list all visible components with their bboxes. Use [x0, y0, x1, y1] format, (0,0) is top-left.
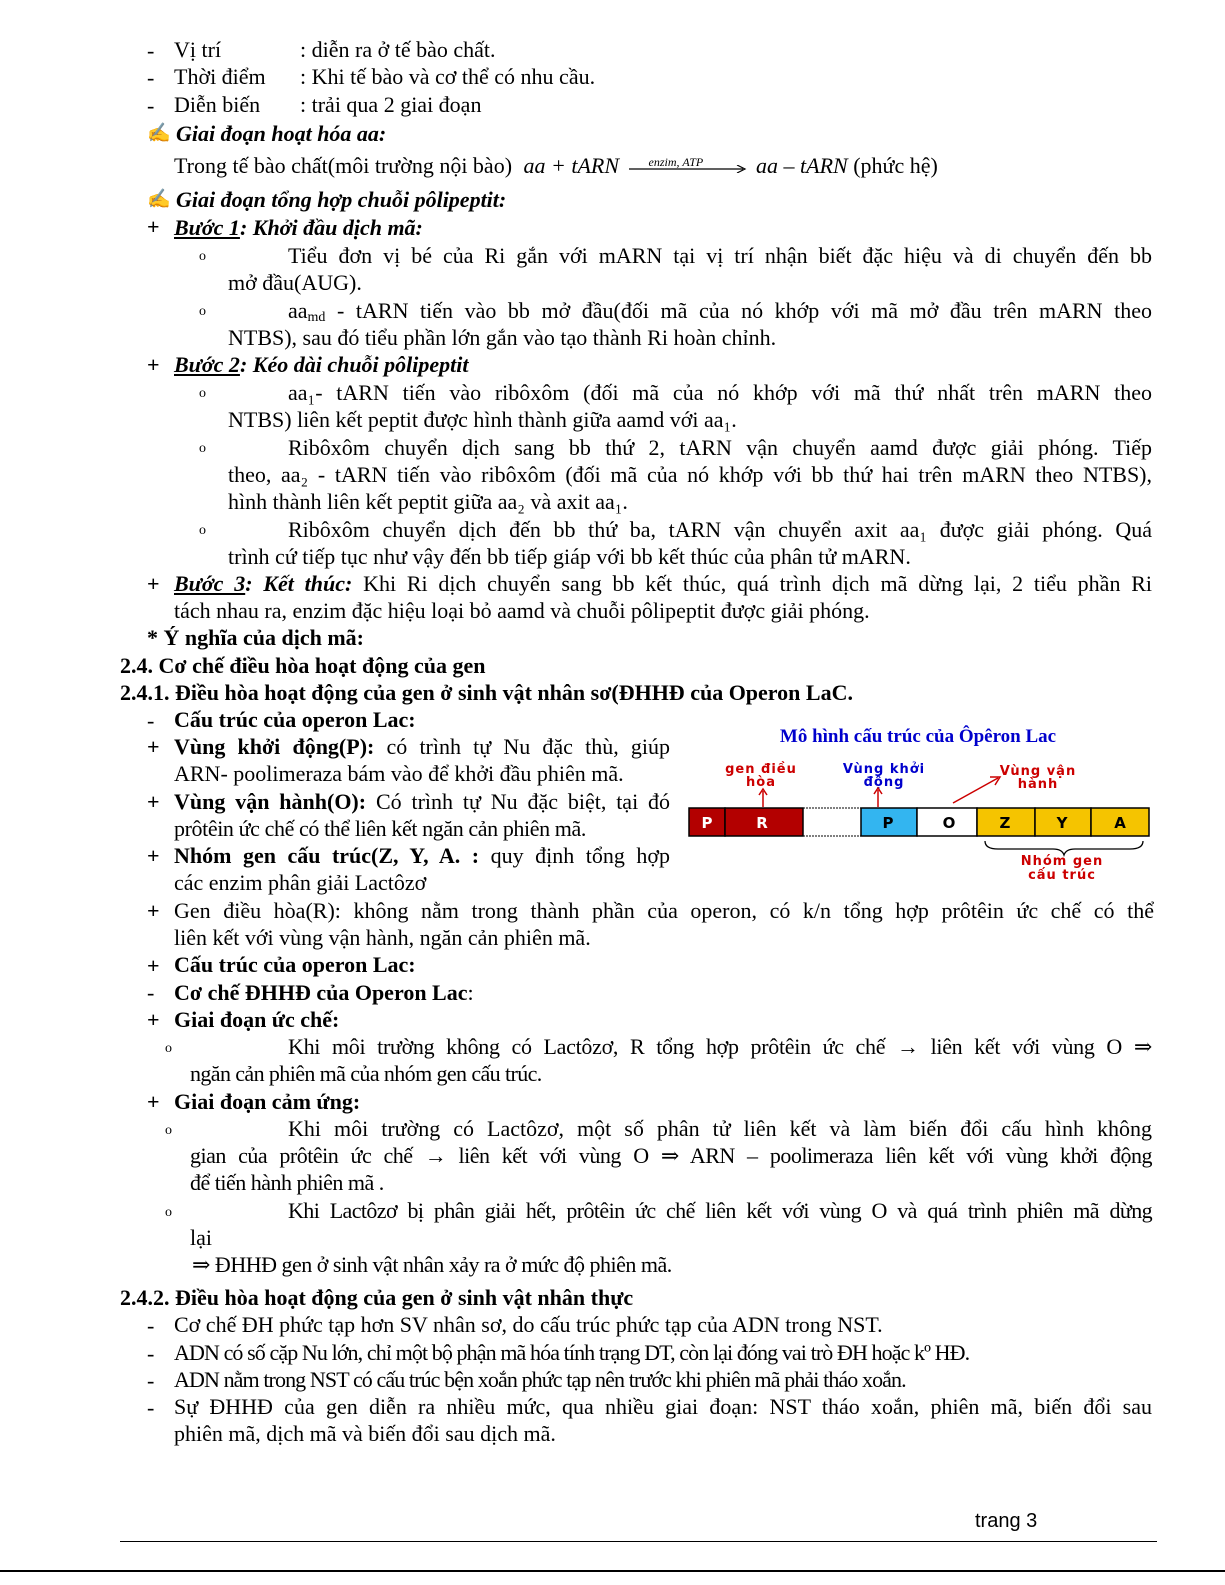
step1-o2-b: NTBS), sau đó tiểu phần lớn gắn vào tạo thành Ri hoàn chỉnh.: [228, 325, 777, 350]
inhibition-line-b: ngăn cản phiên mã của nhóm gen cấu trúc.: [190, 1061, 542, 1086]
stage1-title: Giai đoạn hoạt hóa aa:: [176, 121, 387, 146]
step3-line-b: tách nhau ra, enzim đặc hiệu loại bỏ aamd và chuỗi pôlipeptit được giải phóng.: [174, 598, 870, 623]
plus-bullet: +: [147, 898, 160, 923]
box-label-p2: P: [882, 814, 894, 832]
operon-diagram-svg: [688, 720, 1158, 890]
inhibition-title: Giai đoạn ức chế:: [174, 1007, 340, 1032]
circle-bullet: o: [165, 1205, 172, 1220]
step1-o1-a: Tiểu đơn vị bé của Ri gắn với mARN tại vị trí nhận biết đặc hiệu và di chuyển đến bb: [288, 243, 1152, 268]
genes-line-a: Nhóm gen cấu trúc(Z, Y, A. : quy định tổng hợp: [174, 843, 671, 868]
step2-o1-b: NTBS) liên kết peptit được hình thành giữa aamd với aa₁.: [228, 407, 737, 432]
box-label-r: R: [756, 814, 768, 832]
promoter-line-a: Vùng khởi động(P): có trình tự Nu đặc thù, giúp: [174, 734, 670, 759]
dash-bullet: -: [147, 65, 155, 90]
promoter-line-b: ARN- poolimeraza bám vào để khởi đầu phiên mã.: [174, 761, 624, 786]
dash-bullet: -: [147, 38, 155, 63]
step1-o1-b: mở đầu(AUG).: [228, 270, 362, 295]
conclusion-line: ⇒ ĐHHĐ gen ở sinh vật nhân xảy ra ở mức độ phiên mã.: [192, 1252, 672, 1277]
box-label-z: Z: [999, 814, 1011, 832]
promoter-label-2: động: [863, 775, 905, 790]
induction-line-a: Khi môi trường có Lactôzơ, một số phân tử liên kết và làm biến đổi cấu hình không: [288, 1116, 1152, 1141]
operator-line-a: Vùng vận hành(O): Có trình tự Nu đặc biệt, tại đó: [174, 789, 671, 814]
stage1-equation: Trong tế bào chất(môi trường nội bào) aa + tARN enzim, ATP aa – tARN (phức hệ): [174, 153, 938, 178]
section-2-4-1-heading: 2.4.1. Điều hòa hoạt động của gen ở sinh vật nhân sơ(ĐHHĐ của Operon LaC.: [120, 680, 853, 705]
circle-bullet: o: [199, 249, 206, 264]
pointing-hand-icon: ✍: [147, 123, 171, 144]
end-line-a: Khi Lactôzơ bị phân giải hết, prôtêin ức chế liên kết với vùng O và quá trình phiên mã dừng: [288, 1198, 1152, 1223]
euk-line-4a: Sự ĐHHĐ của gen diễn ra nhiều mức, qua nhiều giai đoạn: NST tháo xoắn, phiên mã, biến đổi sau: [174, 1394, 1152, 1419]
step2-o1-a: aa₁- tARN tiến vào ribôxôm (đối mã của nó khớp với mã thứ nhất trên mARN theo: [288, 380, 1152, 405]
process-text: : trải qua 2 giai đoạn: [300, 92, 482, 117]
circle-bullet: o: [199, 386, 206, 401]
dash-bullet: -: [147, 1395, 155, 1420]
plus-bullet: +: [147, 843, 160, 868]
plus-bullet: +: [147, 789, 160, 814]
euk-line-2: ADN có số cặp Nu lớn, chỉ một bộ phận mã hóa tính trạng DT, còn lại đóng vai trò ĐH hoặc kº HĐ.: [174, 1340, 970, 1365]
brace-icon: [985, 841, 1143, 855]
section-2-4-2-heading: 2.4.2. Điều hòa hoạt động của gen ở sinh vật nhân thực: [120, 1285, 634, 1310]
location-label: Vị trí: [174, 37, 222, 62]
circle-bullet: o: [199, 441, 206, 456]
induction-line-b: gian của prôtêin ức chế → liên kết với vùng O ⇒ ARN – poolimeraza liên kết với vùng khởi động: [190, 1143, 1152, 1168]
right-arrow-icon: [627, 165, 749, 173]
plus-bullet: +: [147, 1089, 160, 1114]
step2-o2-c: hình thành liên kết peptit giữa aa₂ và axit aa₁.: [228, 489, 628, 514]
operon-structure-title-2: Cấu trúc của operon Lac:: [174, 952, 416, 977]
section-2-4-heading: 2.4. Cơ chế điều hòa hoạt động của gen: [120, 653, 486, 678]
box-label-p1: P: [701, 814, 713, 832]
dash-bullet: -: [147, 980, 155, 1005]
plus-bullet: +: [147, 953, 160, 978]
plus-bullet: +: [147, 734, 160, 759]
circle-bullet: o: [199, 304, 206, 319]
stage2-title: Giai đoạn tổng hợp chuỗi pôlipeptit:: [176, 187, 507, 212]
page-number: trang 3: [975, 1510, 1038, 1532]
box-label-o: O: [942, 814, 956, 832]
operator-line-b: prôtêin ức chế có thể liên kết ngăn cản phiên mã.: [174, 816, 586, 841]
circle-bullet: o: [165, 1123, 172, 1138]
process-label: Diễn biến: [174, 92, 261, 117]
structural-genes-label-2: cấu trúc: [1028, 868, 1096, 883]
mechanism-title: Cơ chế ĐHHĐ của Operon Lac:: [174, 980, 474, 1005]
bottom-border: [0, 1570, 1225, 1572]
end-line-b: lại: [190, 1225, 212, 1250]
step2-heading: Bước 2: Kéo dài chuỗi pôlipeptit: [174, 352, 469, 377]
dash-bullet: -: [147, 1368, 155, 1393]
time-text: : Khi tế bào và cơ thể có nhu cầu.: [300, 64, 596, 89]
regulator-line-b: liên kết với vùng vận hành, ngăn cản phiên mã.: [174, 925, 591, 950]
pointing-hand-icon: ✍: [147, 189, 171, 210]
plus-bullet: +: [147, 1007, 160, 1032]
plus-bullet: +: [147, 571, 160, 596]
euk-line-3: ADN nằm trong NST có cấu trúc bện xoắn phức tạp nên trước khi phiên mã phải tháo xoắn.: [174, 1367, 906, 1392]
box-label-a: A: [1114, 814, 1126, 832]
diagonal-arrow-icon: [953, 778, 998, 803]
induction-title: Giai đoạn cảm ứng:: [174, 1089, 361, 1114]
circle-bullet: o: [165, 1041, 172, 1056]
structural-genes-label-1: Nhóm gen: [1020, 854, 1104, 869]
step2-o2-b: theo, aa₂ - tARN tiến vào ribôxôm (đối mã của nó khớp với bb thứ hai trên mARN theo NTBS),: [228, 462, 1152, 487]
box-label-y: Y: [1056, 814, 1068, 832]
regulator-line-a: Gen điều hòa(R): không nằm trong thành phần của operon, có k/n tổng hợp prôtêin ức chế có thể: [174, 898, 1154, 923]
regulator-label-2: hòa: [746, 775, 776, 790]
promoter-label-1: Vùng khởi: [842, 762, 926, 777]
plus-bullet: +: [147, 352, 160, 377]
operator-label-1: Vùng vận: [999, 764, 1077, 779]
plus-bullet: +: [147, 214, 160, 239]
circle-bullet: o: [199, 523, 206, 538]
euk-line-4b: phiên mã, dịch mã và biến đổi sau dịch mã.: [174, 1421, 556, 1446]
regulator-label-1: gen điều: [725, 762, 797, 777]
dash-bullet: -: [147, 93, 155, 118]
step2-o3-b: trình cứ tiếp tục như vậy đến bb tiếp giáp với bb kết thúc của phân tử mARN.: [228, 544, 911, 569]
euk-line-1: Cơ chế ĐH phức tạp hơn SV nhân sơ, do cấu trúc phức tạp của ADN trong NST.: [174, 1312, 883, 1337]
footer-rule: [120, 1541, 1157, 1542]
step2-o3-a: Ribôxôm chuyển dịch đến bb thứ ba, tARN vận chuyển axit aa₁ được giải phóng. Quá: [288, 517, 1152, 542]
genes-line-b: các enzim phân giải Lactôzơ: [174, 870, 427, 895]
meaning-heading: * Ý nghĩa của dịch mã:: [147, 625, 364, 650]
step1-o2-a: $aa_{md}$ - tARN tiến vào bb mở đầu(đối mã của nó khớp với mã mở đầu trên mARN theo: [288, 298, 1153, 325]
operator-label-2: hành: [1017, 777, 1059, 792]
operon-structure-title: Cấu trúc của operon Lac:: [174, 707, 416, 732]
step3-line-a: Bước 3: Kết thúc: Khi Ri dịch chuyển sang bb kết thúc, quá trình dịch mã dừng lại, 2 tiểu phần Ri: [174, 571, 1153, 596]
location-text: : diễn ra ở tế bào chất.: [300, 37, 496, 62]
step2-o2-a: Ribôxôm chuyển dịch sang bb thứ 2, tARN vận chuyển aamd được giải phóng. Tiếp: [288, 435, 1152, 460]
diagram-title: Mô hình cấu trúc của Ôpêron Lac: [779, 726, 1057, 747]
operon-lac-diagram: [688, 720, 1158, 890]
dash-bullet: -: [147, 1341, 155, 1366]
step1-heading: Bước 1: Khởi đầu dịch mã:: [174, 215, 423, 240]
dash-bullet: -: [147, 1313, 155, 1338]
dash-bullet: -: [147, 708, 155, 733]
inhibition-line-a: Khi môi trường không có Lactôzơ, R tổng hợp prôtêin ức chế → liên kết với vùng O ⇒: [288, 1034, 1152, 1059]
time-label: Thời điểm: [174, 64, 266, 89]
induction-line-c: để tiến hành phiên mã .: [190, 1170, 384, 1195]
